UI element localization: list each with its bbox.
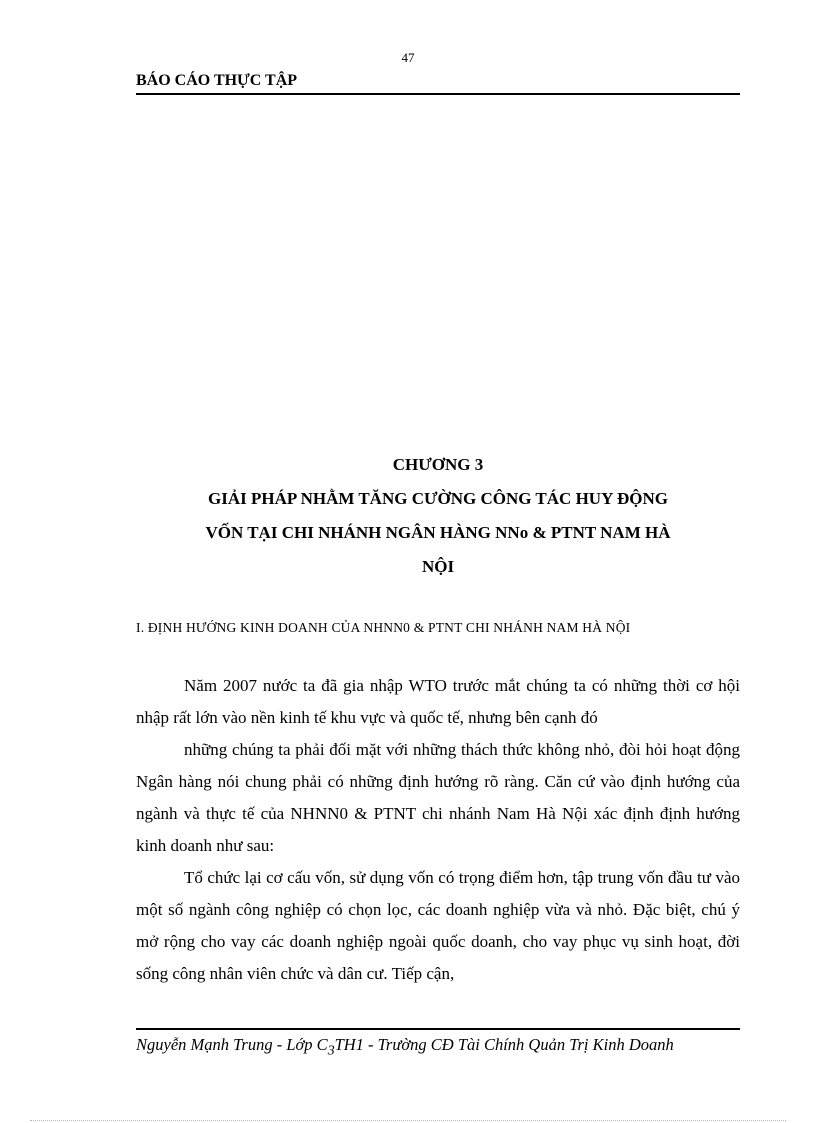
chapter-title-line-3: NỘI: [421, 557, 455, 576]
report-header-title: BÁO CÁO THỰC TẬP: [136, 72, 298, 89]
paragraph-3: Tổ chức lại cơ cấu vốn, sử dụng vốn có trọng điểm hơn, tập trung vốn đầu tư vào một số ngành công nghiệp có chọn lọc, các doanh nghiệp vừa và nhỏ. Đặc biệt, chú ý mở rộng cho vay các doanh nghiệp ngoài quốc doanh, cho vay phục vụ sinh hoạt, đời sống công nhân viên chức và dân cư. Tiếp cận,: [136, 868, 740, 983]
footer-text: [136, 1034, 740, 1060]
chapter-label: CHƯƠNG 3: [392, 455, 484, 474]
page-number: 47: [401, 50, 415, 65]
section-heading: I. ĐỊNH HƯỚNG KINH DOANH CỦA NHNN0 & PTNT CHI NHÁNH NAM HÀ NỘI: [136, 620, 631, 635]
paragraph-1: Năm 2007 nước ta đã gia nhập WTO trước mắt chúng ta có những thời cơ hội nhập rất lớn vào nền kinh tế khu vực và quốc tế, nhưng bên cạnh đó: [136, 676, 740, 727]
chapter-title-line-1: GIẢI PHÁP NHẰM TĂNG CƯỜNG CÔNG TÁC HUY ĐỘNG: [208, 489, 668, 508]
chapter-title-line-2: VỐN TẠI CHI NHÁNH NGÂN HÀNG NNo & PTNT NAM HÀ: [205, 523, 671, 542]
bottom-page-edge: [30, 1120, 786, 1121]
paragraph-2: những chúng ta phải đối mặt với những thách thức không nhỏ, đòi hỏi hoạt động Ngân hàng nói chung phải có những định hướng rõ ràng. Căn cứ vào định hướng của ngành và thực tế của NHNN0 & PTNT chi nhánh Nam Hà Nội xác định định hướng kinh doanh như sau:: [136, 740, 740, 855]
footer-class-subscript: 3: [327, 1042, 335, 1058]
footer-author-class: Nguyễn Mạnh Trung - Lớp C: [136, 1035, 328, 1054]
body-text: [136, 670, 740, 990]
footer-school: TH1 - Trường CĐ Tài Chính Quản Trị Kinh Doanh: [334, 1035, 674, 1054]
chapter-block: [136, 448, 740, 584]
header-rule: [136, 93, 740, 95]
footer-rule: [136, 1028, 740, 1030]
